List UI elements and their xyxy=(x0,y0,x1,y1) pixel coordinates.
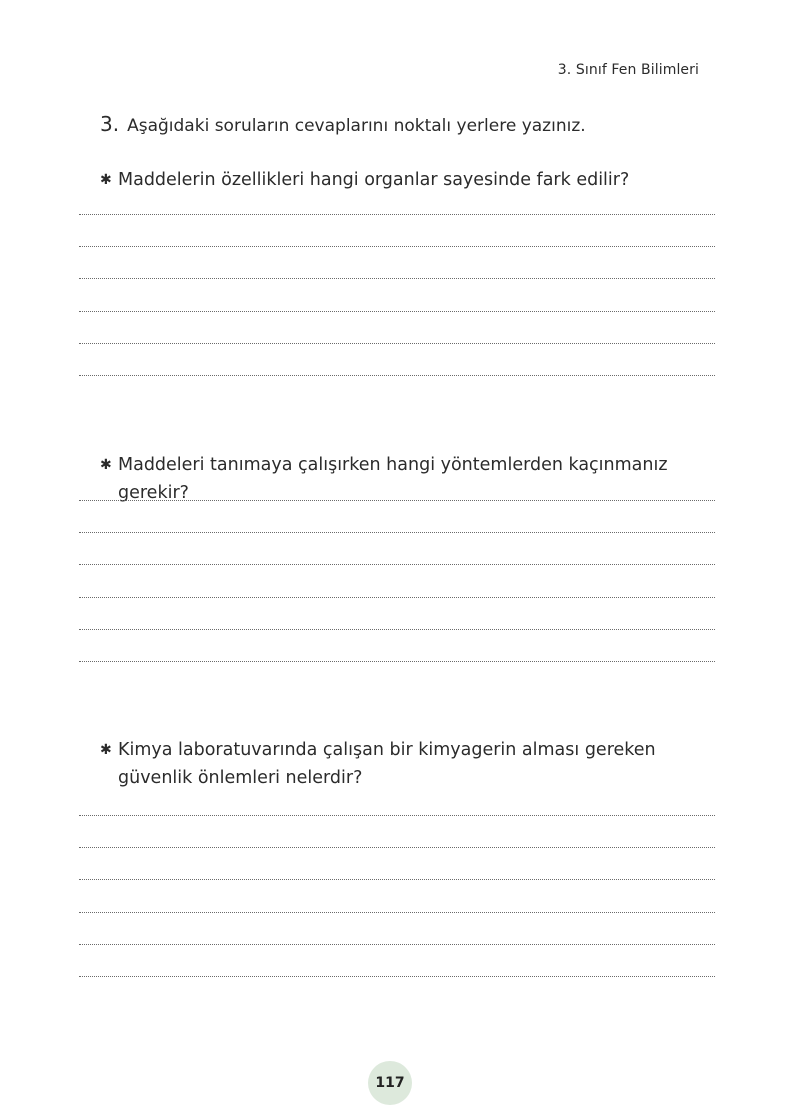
page-number-badge xyxy=(368,1061,412,1105)
page-number: 117 xyxy=(375,1075,405,1091)
question-text: Maddeleri tanımaya çalışırken hangi yöntemlerden kaçınmanız gerekir? xyxy=(118,455,668,503)
question-2 xyxy=(100,451,730,507)
answer-line[interactable] xyxy=(79,278,715,279)
answer-line[interactable] xyxy=(79,375,715,376)
exercise-number: 3. xyxy=(100,112,120,136)
question-1 xyxy=(100,166,730,194)
answer-line[interactable] xyxy=(79,912,715,913)
answer-line[interactable] xyxy=(79,629,715,630)
page-header-title: 3. Sınıf Fen Bilimleri xyxy=(557,62,699,78)
answer-area-3[interactable] xyxy=(79,815,715,1008)
question-text: Maddelerin özellikleri hangi organlar sayesinde fark edilir? xyxy=(118,170,630,190)
answer-line[interactable] xyxy=(79,214,715,215)
instruction-text: Aşağıdaki soruların cevaplarını noktalı yerlere yazınız. xyxy=(127,116,586,136)
exercise-instruction xyxy=(100,112,586,136)
question-3 xyxy=(100,736,730,792)
answer-line[interactable] xyxy=(79,311,715,312)
answer-area-2[interactable] xyxy=(79,500,715,693)
answer-line[interactable] xyxy=(79,879,715,880)
answer-line[interactable] xyxy=(79,847,715,848)
answer-line[interactable] xyxy=(79,661,715,662)
answer-line[interactable] xyxy=(79,815,715,816)
answer-line[interactable] xyxy=(79,564,715,565)
answer-line[interactable] xyxy=(79,500,715,501)
answer-line[interactable] xyxy=(79,944,715,945)
answer-line[interactable] xyxy=(79,246,715,247)
question-text: Kimya laboratuvarında çalışan bir kimyagerin alması gereken güvenlik önlemleri nelerdir? xyxy=(118,740,656,788)
asterisk-bullet-icon: ✱ xyxy=(100,457,112,473)
answer-line[interactable] xyxy=(79,976,715,977)
asterisk-bullet-icon: ✱ xyxy=(100,742,112,758)
answer-area-1[interactable] xyxy=(79,214,715,407)
answer-line[interactable] xyxy=(79,532,715,533)
asterisk-bullet-icon: ✱ xyxy=(100,172,112,188)
answer-line[interactable] xyxy=(79,597,715,598)
answer-line[interactable] xyxy=(79,343,715,344)
